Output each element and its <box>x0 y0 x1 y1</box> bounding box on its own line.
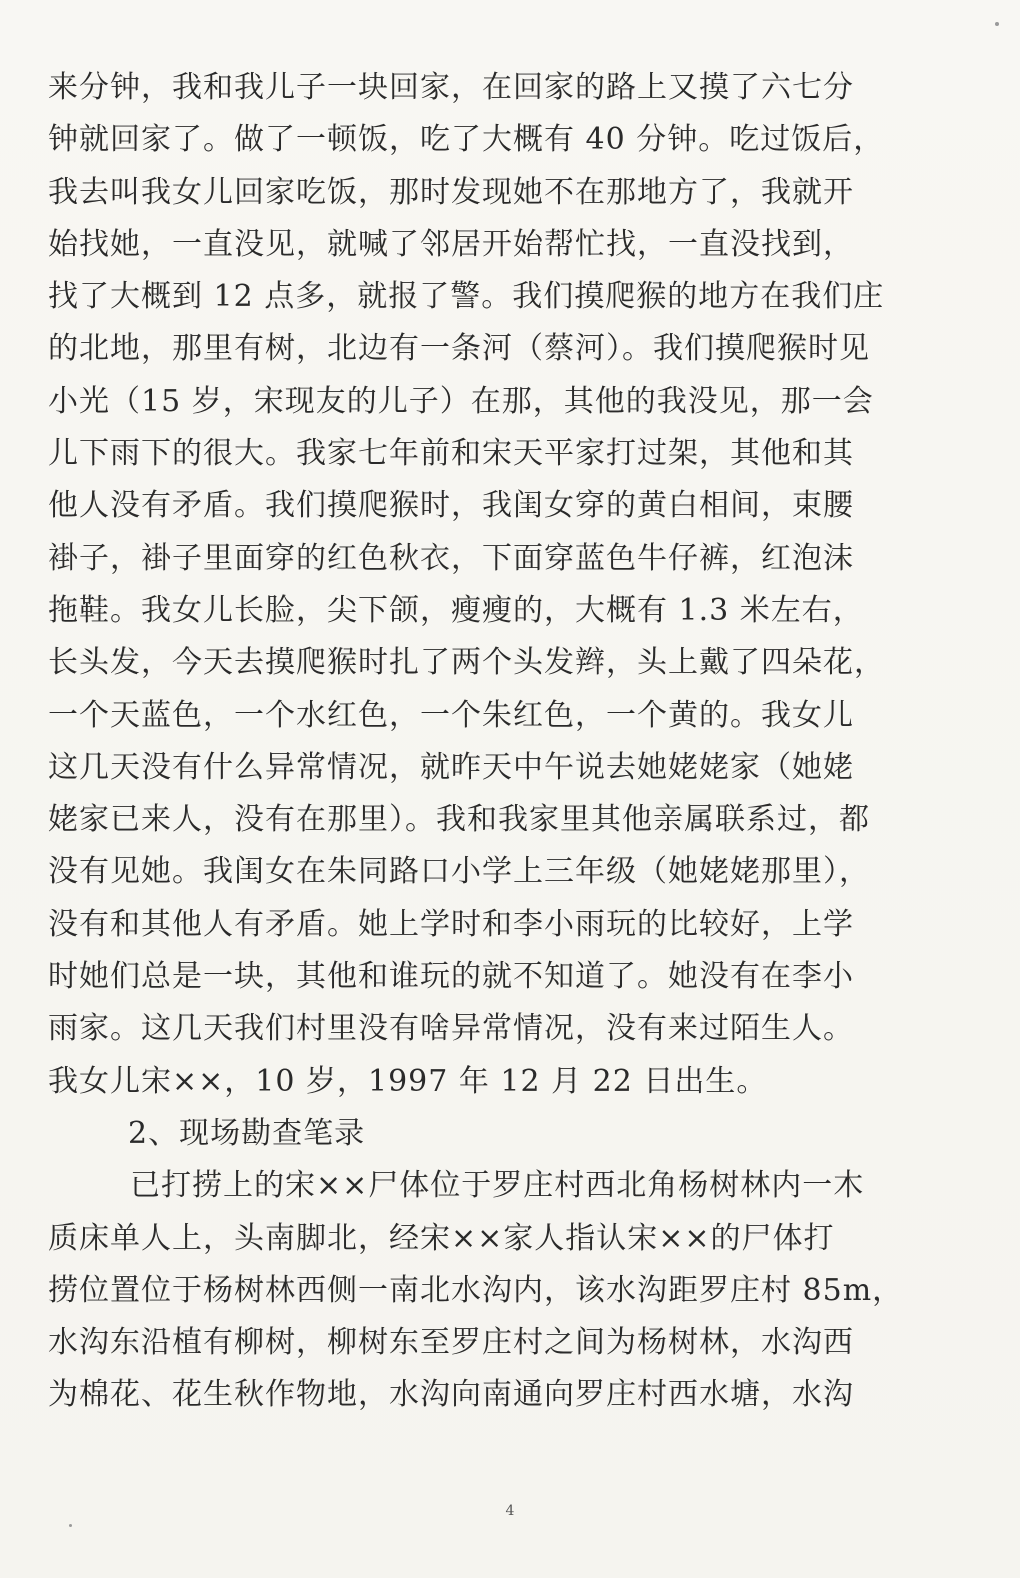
text-line: 褂子，褂子里面穿的红色秋衣，下面穿蓝色牛仔裤，红泡沫 <box>48 540 854 576</box>
text-line: 时她们总是一块，其他和谁玩的就不知道了。她没有在李小 <box>48 959 854 995</box>
section-heading: 2、现场勘查笔录 <box>128 1115 366 1151</box>
text-line: 他人没有矛盾。我们摸爬猴时，我闺女穿的黄白相间，束腰 <box>48 488 854 524</box>
text-line: 我女儿宋××，10 岁，1997 年 12 月 22 日出生。 <box>48 1063 768 1099</box>
text-line: 小光（15 岁，宋现友的儿子）在那，其他的我没见，那一会 <box>48 383 874 419</box>
scan-speck <box>995 22 999 26</box>
text-line: 拖鞋。我女儿长脸，尖下颌，瘦瘦的，大概有 1.3 米左右， <box>48 592 864 628</box>
text-line: 的北地，那里有树，北边有一条河（蔡河）。我们摸爬猴时见 <box>48 331 870 367</box>
text-line: 质床单人上，头南脚北，经宋××家人指认宋××的尸体打 <box>48 1220 835 1256</box>
text-line: 这几天没有什么异常情况，就昨天中午说去她姥姥家（她姥 <box>48 749 854 785</box>
text-line: 水沟东沿植有柳树，柳树东至罗庄村之间为杨树林，水沟西 <box>48 1325 854 1361</box>
text-line: 没有见她。我闺女在朱同路口小学上三年级（她姥姥那里）， <box>48 854 870 890</box>
text-line: 为棉花、花生秋作物地，水沟向南通向罗庄村西水塘，水沟 <box>48 1377 854 1413</box>
text-line: 已打捞上的宋××尸体位于罗庄村西北角杨树林内一木 <box>130 1168 865 1204</box>
text-line: 钟就回家了。做了一顿饭，吃了大概有 40 分钟。吃过饭后， <box>48 122 885 158</box>
text-line: 找了大概到 12 点多，就报了警。我们摸爬猴的地方在我们庄 <box>48 279 885 315</box>
text-line: 没有和其他人有矛盾。她上学时和李小雨玩的比较好，上学 <box>48 906 854 942</box>
document-body <box>48 62 948 1422</box>
text-line: 来分钟，我和我儿子一块回家，在回家的路上又摸了六七分 <box>48 70 854 105</box>
text-line: 一个天蓝色，一个水红色，一个朱红色，一个黄的。我女儿 <box>48 697 854 733</box>
page-number: 4 <box>505 1503 515 1519</box>
text-line: 姥家已来人，没有在那里）。我和我家里其他亲属联系过，都 <box>48 802 870 838</box>
text-line: 捞位置位于杨树林西侧一南北水沟内，该水沟距罗庄村 85m， <box>48 1272 904 1308</box>
text-line: 雨家。这几天我们村里没有啥异常情况，没有来过陌生人。 <box>48 1011 854 1047</box>
text-line: 长头发，今天去摸爬猴时扎了两个头发辫，头上戴了四朵花， <box>48 645 885 681</box>
text-line: 我去叫我女儿回家吃饭，那时发现她不在那地方了，我就开 <box>48 174 854 210</box>
scan-speck <box>69 1524 72 1527</box>
text-line: 儿下雨下的很大。我家七年前和宋天平家打过架，其他和其 <box>48 436 854 472</box>
text-line: 始找她，一直没见，就喊了邻居开始帮忙找，一直没找到， <box>48 226 854 262</box>
